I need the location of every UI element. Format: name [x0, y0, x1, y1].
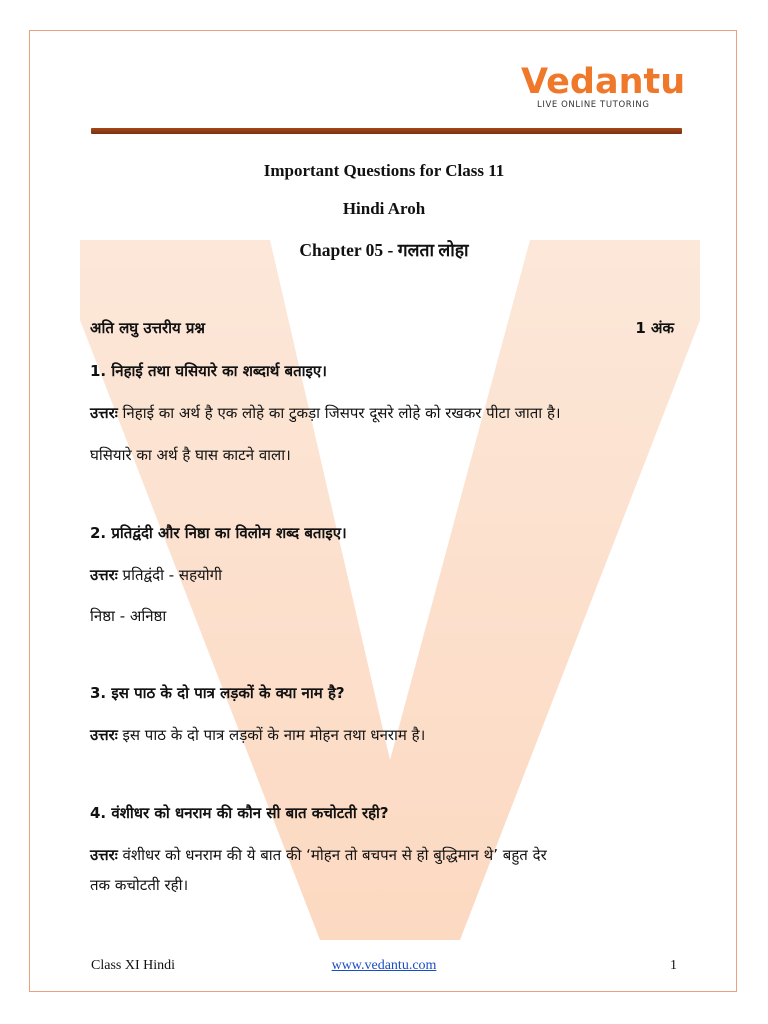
question-1: 1. निहाई तथा घसियारे का शब्दार्थ बताइए। [90, 362, 327, 380]
answer-3 [90, 724, 674, 746]
answer-4-extra: तक कचोटती रही। [90, 876, 189, 894]
footer-website-link[interactable]: www.vedantu.com [331, 958, 437, 973]
question-2: 2. प्रतिद्वंदी और निष्ठा का विलोम शब्द बताइए। [90, 524, 347, 542]
answer-label: उत्तरः [90, 846, 118, 864]
doc-subject: Hindi Aroh [342, 199, 426, 218]
answer-text: वंशीधर को धनराम की ये बात की ‘मोहन तो बचपन से हो बुद्धिमान थे’ बहुत देर [117, 846, 547, 864]
answer-1 [90, 402, 674, 424]
answer-2 [90, 564, 674, 586]
answer-text: निहाई का अर्थ है एक लोहे का टुकड़ा जिसपर दूसरे लोहे को रखकर पीटा जाता है। [117, 404, 561, 422]
footer-link-wrap [0, 958, 768, 974]
question-4: 4. वंशीधर को धनराम की कौन सी बात कचोटती रही? [90, 804, 389, 822]
logo-tagline: LIVE ONLINE TUTORING [537, 100, 650, 110]
doc-chapter: Chapter 05 - गलता लोहा [299, 240, 469, 260]
answer-2-extra: निष्ठा - अनिष्ठा [90, 607, 167, 625]
answer-text: इस पाठ के दो पात्र लड़कों के नाम मोहन तथा धनराम है। [117, 726, 426, 744]
answer-text: प्रतिद्वंदी - सहयोगी [117, 566, 222, 584]
question-3: 3. इस पाठ के दो पात्र लड़कों के क्या नाम है? [90, 684, 345, 702]
logo-wordmark: Vedantu [521, 62, 686, 102]
answer-label: उत्तरः [90, 566, 118, 584]
answer-4 [90, 844, 674, 866]
section-marks: 1 अंक [635, 319, 674, 337]
footer-class: Class XI Hindi [91, 958, 175, 973]
answer-label: उत्तरः [90, 404, 118, 422]
section-heading [90, 317, 674, 339]
doc-title: Important Questions for Class 11 [263, 161, 505, 180]
page-number: 1 [670, 958, 677, 973]
vedantu-logo [521, 62, 686, 112]
section-title: अति लघु उत्तरीय प्रश्न [90, 319, 206, 337]
answer-1-extra: घसियारे का अर्थ है घास काटने वाला। [90, 446, 291, 464]
answer-label: उत्तरः [90, 726, 118, 744]
header-rule [91, 128, 682, 134]
